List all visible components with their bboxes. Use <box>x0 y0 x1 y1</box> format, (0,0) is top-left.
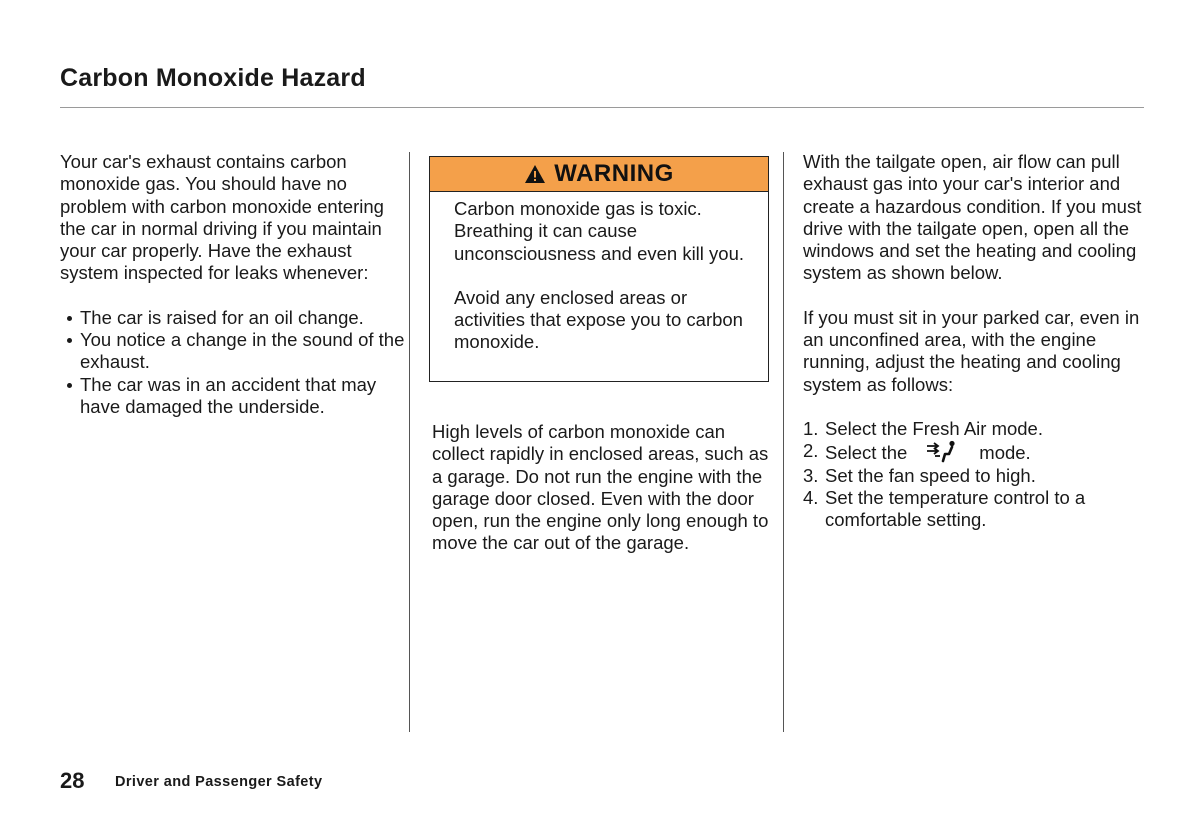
warning-triangle-icon <box>524 164 546 184</box>
warning-paragraph: Avoid any enclosed areas or activities that expose you to carbon monoxide. <box>454 286 743 353</box>
vent-mode-icon <box>925 440 959 464</box>
column-3 <box>803 151 1148 531</box>
list-item: You notice a change in the sound of the exhaust. <box>60 329 405 374</box>
list-item: The car is raised for an oil change. <box>60 307 405 329</box>
column-2 <box>432 421 777 555</box>
warning-box <box>429 156 769 382</box>
steps-list <box>803 418 1148 531</box>
list-item <box>803 440 1148 464</box>
inspection-list <box>60 307 405 418</box>
step-text: mode. <box>979 442 1031 464</box>
step-text: Set the temperature control to a comfortable setting. <box>825 486 1086 531</box>
column-divider-left <box>409 152 410 732</box>
step-number: 4. <box>803 486 819 508</box>
tailgate-paragraph: With the tailgate open, air flow can pull exhaust gas into your car's interior and create a hazardous condition. If you must drive with the tailgate open, open all the windows and set the heating and cooling system as shown below. <box>803 151 1142 284</box>
step-text: Select the Fresh Air mode. <box>825 417 1043 439</box>
step-number: 2. <box>803 440 819 462</box>
warning-label: WARNING <box>554 160 674 187</box>
step-number: 3. <box>803 464 819 486</box>
garage-paragraph: High levels of carbon monoxide can collect rapidly in enclosed areas, such as a garage. Do not run the engine with the garage door closed. Even with the door open, run the engine only long enough to move the car out of the garage. <box>432 421 769 554</box>
warning-body <box>430 192 768 354</box>
step-text: Set the fan speed to high. <box>825 464 1036 486</box>
intro-paragraph: Your car's exhaust contains carbon monoxide gas. You should have no problem with carbon monoxide entering the car in normal driving if you maintain your car properly. Have the exhaust system inspected for leaks whenever: <box>60 151 384 284</box>
list-item <box>803 487 1148 532</box>
warning-paragraph: Carbon monoxide gas is toxic. Breathing it can cause unconsciousness and even kill you. <box>454 198 745 264</box>
column-1 <box>60 151 405 418</box>
title-divider <box>60 107 1144 108</box>
page-title: Carbon Monoxide Hazard <box>60 64 366 92</box>
warning-header <box>430 157 768 192</box>
column-divider-right <box>783 152 784 732</box>
list-item <box>803 465 1148 487</box>
section-name: Driver and Passenger Safety <box>115 774 323 790</box>
list-item <box>803 418 1148 440</box>
step-number: 1. <box>803 417 819 439</box>
list-item: The car was in an accident that may have damaged the underside. <box>60 374 405 419</box>
parked-car-paragraph: If you must sit in your parked car, even in an unconfined area, with the engine running, adjust the heating and cooling system as follows: <box>803 306 1140 395</box>
step-text: Select the <box>825 442 908 464</box>
page-number: 28 <box>60 768 85 793</box>
